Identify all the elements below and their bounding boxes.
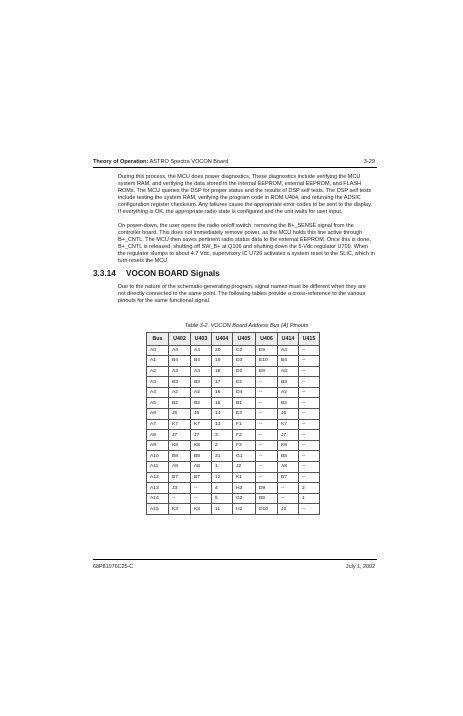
table-row [147,472,320,483]
table-cell: -- [299,345,320,356]
table-cell: K8 [278,440,299,451]
table-row [147,430,320,441]
table-cell: -- [256,409,278,420]
paragraph-power-down: On power-down, the user opens the radio on/off switch, removing the B+_SENSE signal from the controller board. This does not immediately remove power, as the MCU holds this line active through B+_CNTL. The MCU then saves pertinent radio status data to the external EEPROM. Once this is done, B+_CNTL is released, shutting off SW_B+ at Q106 and shutting down the 5-Vdc regulator U709. When the regulator slumps to about 4.7 Vdc, supervisory IC U726 activates a system reset to the SLIC, which in turn resets the MCU. [118,223,375,265]
table-cell: -- [299,366,320,377]
table-cell: A2 [147,366,169,377]
column-header-u405: U405 [233,333,256,346]
table-cell: A11 [147,462,169,473]
table-cell: F3 [233,440,256,451]
table-cell: 5 [212,493,233,504]
header-section-title: ASTRO Spectra VOCON Board [148,159,229,165]
table-cell: E10 [256,356,278,367]
table-cell: H2 [233,504,256,515]
table-cell: 31 [212,451,233,462]
table-cell: K7 [191,419,212,430]
table-cell: F2 [233,430,256,441]
section-title: VOCON BOARD Signals [126,269,220,278]
table-cell: -- [299,472,320,483]
table-cell: A3 [191,366,212,377]
table-cell: 4 [212,483,233,494]
table-cell: -- [256,451,278,462]
column-header-bus: Bus [147,333,169,346]
table-cell: A2 [278,387,299,398]
section-body: Due to the nature of the schematic-generating program, signal names must be different when they are not directly connected to the same point. The following tables provide a cross-reference to the various pinouts for the same functional signal. [118,284,366,305]
table-cell: -- [256,419,278,430]
table-cell: J6 [169,409,191,420]
table-cell: A3 [278,366,299,377]
table-cell: -- [278,493,299,504]
table-cell: B4 [191,356,212,367]
table-cell: A3 [147,377,169,388]
table-cell: E2 [233,377,256,388]
table-row [147,398,320,409]
table-cell: A4 [191,345,212,356]
table-cell: D10 [256,504,278,515]
table-cell: -- [299,430,320,441]
table-cell: B1 [233,398,256,409]
table-cell: J6 [191,409,212,420]
table-cell: A12 [147,472,169,483]
table-cell: -- [256,472,278,483]
table-cell: A7 [147,419,169,430]
table-cell: -- [256,387,278,398]
table-cell: B2 [191,398,212,409]
table-cell: B4 [169,356,191,367]
table-cell: 3 [212,430,233,441]
table-cell: B8 [278,451,299,462]
table-cell: D2 [233,366,256,377]
document-number: 68P81076C25-C [93,564,134,570]
running-header [93,159,228,165]
address-bus-pinout-table [146,332,320,515]
table-row [147,366,320,377]
table-cell: -- [299,387,320,398]
table-cell: B8 [169,451,191,462]
table-cell: 19 [212,356,233,367]
table-cell: -- [299,409,320,420]
table-cell: J6 [278,409,299,420]
table-cell: 2 [299,483,320,494]
table-cell: J7 [169,430,191,441]
table-cell: 2 [212,440,233,451]
table-cell: E3 [233,409,256,420]
table-cell: A10 [147,451,169,462]
table-cell: A1 [147,356,169,367]
column-header-u414: U414 [278,333,299,346]
table-cell: -- [299,462,320,473]
table-cell: J7 [191,430,212,441]
table-cell: K3 [191,504,212,515]
table-cell: 16 [212,387,233,398]
table-row [147,451,320,462]
table-row [147,504,320,515]
table-row [147,483,320,494]
table-cell: -- [278,483,299,494]
table-cell: J7 [278,430,299,441]
table-cell: 11 [212,504,233,515]
table-cell: B3 [191,377,212,388]
table-cell: D4 [233,387,256,398]
table-row [147,419,320,430]
table-cell: -- [191,493,212,504]
table-cell: J2 [233,462,256,473]
table-row [147,493,320,504]
table-cell: D9 [256,483,278,494]
table-cell: D3 [233,356,256,367]
publication-date: July 1, 2002 [345,564,375,570]
table-cell: A8 [169,462,191,473]
table-row [147,409,320,420]
table-cell: K7 [169,419,191,430]
table-cell: J3 [278,504,299,515]
table-cell: K8 [169,440,191,451]
table-cell: G1 [233,451,256,462]
table-cell: B4 [278,356,299,367]
table-cell: 12 [212,472,233,483]
table-cell: -- [256,377,278,388]
table-row [147,462,320,473]
table-cell: -- [256,398,278,409]
table-cell: A2 [169,387,191,398]
table-cell: -- [299,504,320,515]
header-section-label: Theory of Operation: [93,159,149,165]
table-cell: -- [299,451,320,462]
table-cell: B7 [191,472,212,483]
table-cell: A8 [278,462,299,473]
table-cell: B7 [278,472,299,483]
table-cell: E9 [256,345,278,356]
table-cell: -- [299,440,320,451]
table-cell: A5 [147,398,169,409]
table-cell: A3 [169,366,191,377]
column-header-u406: U406 [256,333,278,346]
header-rule [93,167,377,168]
table-cell: K8 [191,440,212,451]
table-cell: -- [256,440,278,451]
table-cell: 20 [212,345,233,356]
column-header-u403: U403 [191,333,212,346]
table-cell: E8 [256,366,278,377]
table-cell: B2 [169,398,191,409]
table-cell: J3 [169,483,191,494]
table-cell: 1 [212,462,233,473]
table-cell: B7 [169,472,191,483]
table-cell: -- [256,462,278,473]
table-row [147,440,320,451]
table-cell: -- [299,377,320,388]
table-cell: 17 [212,377,233,388]
table-row [147,377,320,388]
table-cell: 18 [212,366,233,377]
table-cell: K1 [233,472,256,483]
table-cell: -- [256,430,278,441]
table-cell: G2 [233,493,256,504]
table-cell: 15 [212,398,233,409]
table-cell: B3 [278,377,299,388]
table-cell: A2 [191,387,212,398]
table-cell: A14 [147,493,169,504]
footer-rule [93,559,377,560]
table-header-row [147,333,320,346]
table-caption: Table 3-2. VOCON Board Address Bus (A) Pinouts [184,323,309,329]
table-cell: A6 [147,409,169,420]
table-cell: A4 [278,345,299,356]
table-cell: 13 [212,419,233,430]
table-cell: H3 [233,483,256,494]
table-cell: B8 [191,451,212,462]
table-row [147,345,320,356]
table-cell: -- [191,483,212,494]
column-header-u402: U402 [169,333,191,346]
paragraph-power-diagnostics: During this process, the MCU does power diagnostics. These diagnostics include verifying the MCU system RAM, and verifying the data stored in the internal EEPROM, external EEPROM, and FLASH ROMs. The MCU queries the DSP for proper status and the results of DSP self tests. The DSP self tests include testing the system RAM, verifying the program code in ROM U404, and returning the ADSIC configuration register checksum. Any failures cause the appropriate error codes to be sent to the display. If everything is OK, the appropriate radio state is configured and the unit waits for user input. [118,174,372,216]
table-cell: C2 [233,345,256,356]
table-cell: A4 [169,345,191,356]
section-number: 3.3.14 [93,269,116,278]
column-header-u404: U404 [212,333,233,346]
column-header-u415: U415 [299,333,320,346]
page-number: 3-29 [363,159,375,165]
table-cell: -- [299,419,320,430]
table-cell: -- [299,356,320,367]
table-cell: B2 [278,398,299,409]
table-cell: A15 [147,504,169,515]
table-cell: A4 [147,387,169,398]
table-row [147,387,320,398]
table-cell: B9 [256,493,278,504]
table-cell: A8 [147,430,169,441]
table-cell: A8 [191,462,212,473]
table-cell: 14 [212,409,233,420]
table-cell: K7 [278,419,299,430]
table-row [147,356,320,367]
table-cell: -- [169,493,191,504]
table-cell: K3 [169,504,191,515]
table-cell: A9 [147,440,169,451]
section-heading [93,269,220,278]
table-cell: A0 [147,345,169,356]
table-cell: -- [299,398,320,409]
table-cell: A13 [147,483,169,494]
table-cell: 1 [299,493,320,504]
table-cell: B3 [169,377,191,388]
table-cell: F1 [233,419,256,430]
